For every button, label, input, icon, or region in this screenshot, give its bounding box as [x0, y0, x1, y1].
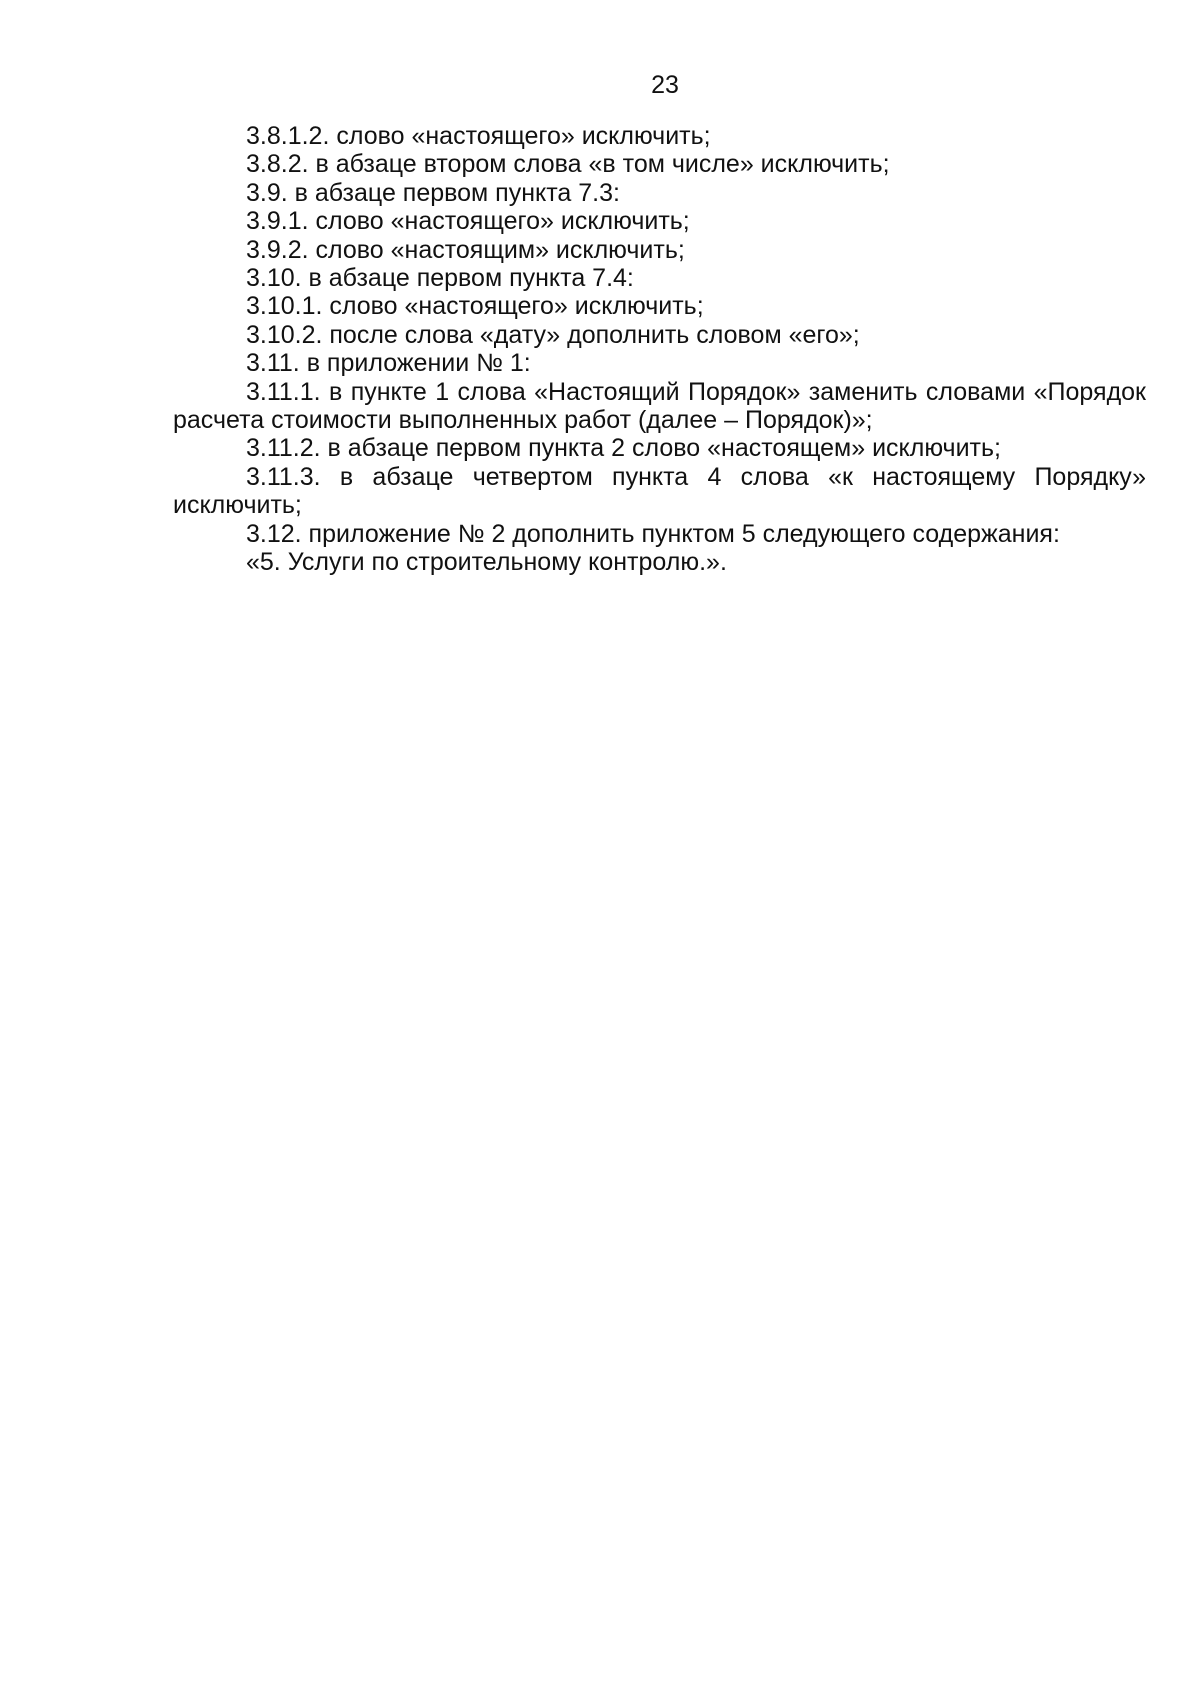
paragraph-quote-5: «5. Услуги по строительному контролю.». [246, 548, 727, 577]
paragraph-3-11-1: 3.11.1. в пункте 1 слова «Настоящий Порядок» заменить словами «Порядок расчета стоимости выполненных работ (далее – Порядок)»; [173, 377, 1146, 435]
paragraph-3-10: 3.10. в абзаце первом пункта 7.4: [246, 264, 634, 293]
paragraph-3-9-1: 3.9.1. слово «настоящего» исключить; [246, 207, 690, 236]
paragraph-3-11: 3.11. в приложении № 1: [246, 349, 531, 378]
document-body [173, 122, 1146, 577]
paragraph-3-9: 3.9. в абзаце первом пункта 7.3: [246, 178, 620, 207]
paragraph-3-11-2: 3.11.2. в абзаце первом пункта 2 слово «настоящем» исключить; [246, 434, 1001, 463]
paragraph-3-10-1: 3.10.1. слово «настоящего» исключить; [246, 292, 704, 321]
paragraph-3-8-1-2: 3.8.1.2. слово «настоящего» исключить; [246, 122, 711, 150]
paragraph-3-9-2: 3.9.2. слово «настоящим» исключить; [246, 235, 685, 264]
paragraph-3-10-2: 3.10.2. после слова «дату» дополнить словом «его»; [246, 320, 860, 349]
paragraph-3-12: 3.12. приложение № 2 дополнить пунктом 5 следующего содержания: [246, 519, 1060, 548]
paragraph-3-11-3: 3.11.3. в абзаце четвертом пункта 4 слова «к настоящему Порядку» исключить; [173, 462, 1146, 520]
page-number: 23 [651, 71, 679, 99]
paragraph-3-8-2: 3.8.2. в абзаце втором слова «в том числе» исключить; [246, 150, 890, 179]
